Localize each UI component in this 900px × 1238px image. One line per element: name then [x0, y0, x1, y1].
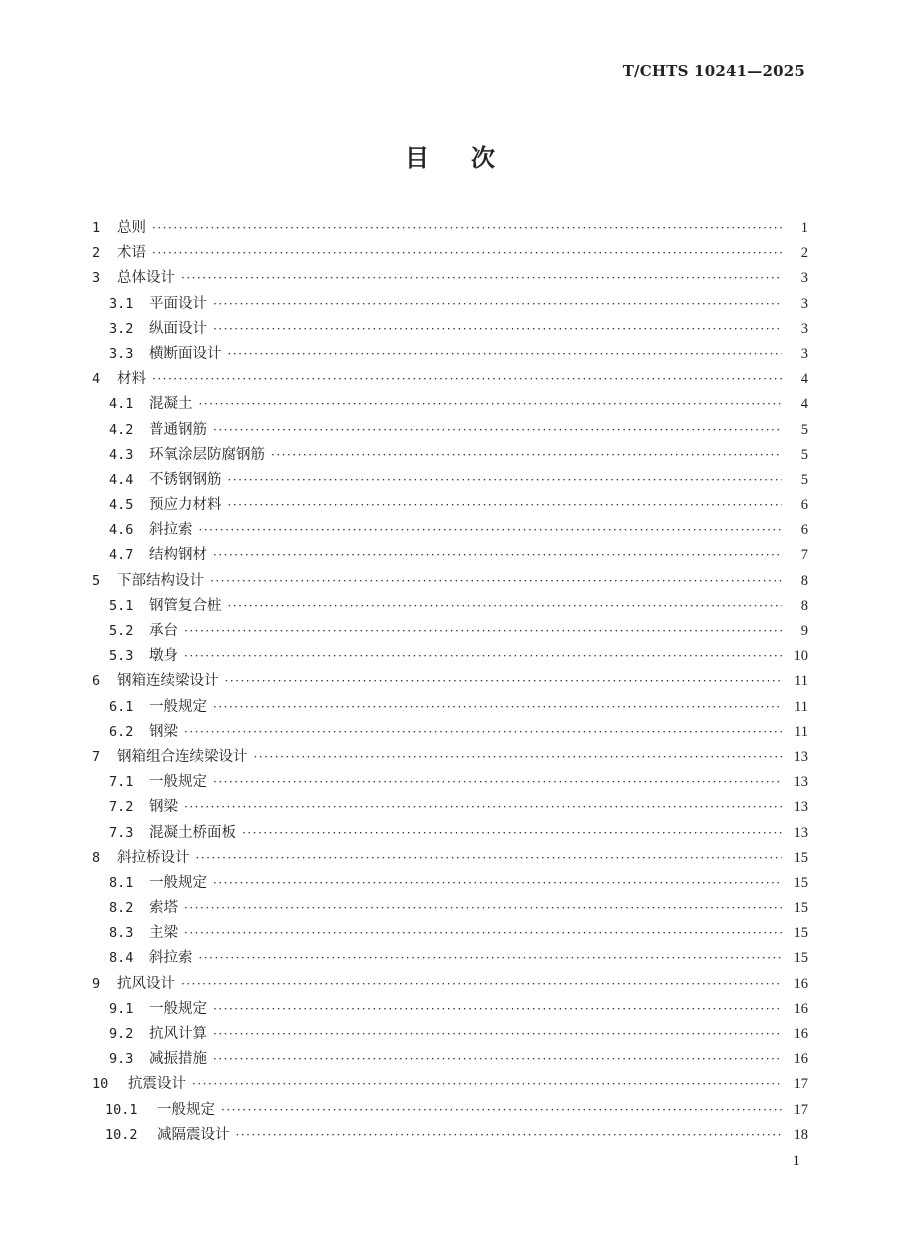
toc-entry-page: 18 — [793, 1126, 808, 1143]
toc-entry-label: 一般规定 — [149, 774, 207, 791]
toc-entry-label: 斜拉索 — [149, 522, 193, 539]
toc-entry-number: 7.2 — [109, 799, 134, 816]
toc-entry[interactable] — [92, 1123, 808, 1148]
toc-entry-page: 16 — [793, 1000, 808, 1017]
toc-dot-leader — [213, 317, 782, 342]
toc-entry-label: 平面设计 — [149, 295, 207, 312]
toc-entry-page: 17 — [793, 1076, 808, 1093]
toc-entry-label: 承台 — [149, 623, 178, 639]
toc-entry-label: 下部结构设计 — [117, 572, 204, 589]
toc-entry[interactable] — [92, 1072, 808, 1097]
toc-entry-label: 索塔 — [149, 900, 178, 917]
toc-dot-leader — [184, 795, 782, 820]
toc-entry-page: 11 — [794, 723, 808, 740]
toc-dot-leader — [213, 695, 782, 720]
toc-entry-page: 9 — [800, 623, 808, 639]
toc-dot-leader — [184, 921, 782, 946]
toc-dot-leader — [196, 846, 783, 871]
toc-dot-leader — [228, 468, 783, 493]
toc-dot-leader — [181, 266, 782, 291]
toc-entry-page: 15 — [793, 950, 808, 967]
toc-entry[interactable] — [92, 216, 808, 241]
toc-entry-number: 6 — [92, 673, 101, 690]
toc-entry-number: 5 — [92, 572, 101, 589]
toc-entry[interactable] — [92, 896, 808, 921]
toc-entry-page: 3 — [800, 295, 808, 312]
toc-entry[interactable] — [92, 493, 808, 518]
toc-entry[interactable] — [92, 619, 808, 644]
toc-entry[interactable] — [92, 695, 808, 720]
toc-entry-page: 1 — [800, 220, 808, 236]
toc-entry-label: 材料 — [117, 371, 146, 388]
toc-entry[interactable] — [92, 921, 808, 946]
toc-entry-label: 钢管复合桩 — [149, 597, 222, 614]
toc-entry-number: 7 — [92, 748, 101, 765]
toc-entry-page: 13 — [793, 748, 808, 765]
toc-entry-label: 一般规定 — [149, 874, 207, 891]
toc-dot-leader — [152, 367, 782, 392]
toc-entry-number: 9.2 — [109, 1026, 134, 1042]
toc-entry[interactable] — [92, 669, 808, 694]
toc-entry[interactable] — [92, 241, 808, 266]
toc-entry-page: 8 — [800, 572, 808, 589]
toc-entry-number: 8.4 — [109, 950, 134, 967]
toc-entry-page: 4 — [800, 396, 808, 413]
toc-entry-label: 钢梁 — [149, 723, 178, 740]
toc-dot-leader — [152, 216, 782, 241]
toc-entry-label: 一般规定 — [149, 1000, 207, 1017]
toc-entry-label: 结构钢材 — [149, 547, 207, 564]
toc-dot-leader — [213, 543, 782, 568]
toc-entry-label: 墩身 — [149, 648, 178, 665]
toc-entry-page: 7 — [800, 547, 808, 564]
toc-entry-number: 1 — [92, 220, 101, 236]
toc-dot-leader — [184, 720, 782, 745]
toc-entry-page: 13 — [793, 824, 808, 841]
toc-entry-number: 5.2 — [109, 623, 134, 639]
toc-entry-number: 5.3 — [109, 648, 134, 665]
toc-entry-label: 术语 — [117, 245, 146, 262]
toc-entry[interactable] — [92, 543, 808, 568]
toc-entry[interactable] — [92, 720, 808, 745]
toc-entry-label: 抗风计算 — [149, 1026, 207, 1042]
toc-dot-leader — [228, 342, 783, 367]
toc-dot-leader — [213, 1047, 782, 1072]
toc-entry-label: 抗震设计 — [128, 1076, 186, 1093]
toc-entry-number: 10 — [92, 1076, 109, 1093]
page-title: 目次 — [405, 143, 537, 172]
toc-dot-leader — [184, 896, 782, 921]
toc-dot-leader — [213, 292, 782, 317]
toc-entry-page: 15 — [793, 874, 808, 891]
toc-entry-number: 3.1 — [109, 295, 134, 312]
toc-entry-label: 一般规定 — [157, 1101, 215, 1118]
toc-entry-label: 环氧涂层防腐钢筋 — [149, 446, 265, 463]
toc-entry-label: 斜拉索 — [149, 950, 193, 967]
toc-dot-leader — [192, 1072, 782, 1097]
toc-entry-page: 13 — [793, 799, 808, 816]
toc-entry-page: 4 — [800, 371, 808, 388]
toc-entry-page: 5 — [800, 446, 808, 463]
toc-entry-page: 5 — [800, 421, 808, 438]
toc-entry-page: 6 — [800, 497, 808, 514]
toc-entry-number: 8.3 — [109, 925, 134, 942]
toc-entry-label: 纵面设计 — [149, 320, 207, 337]
toc-dot-leader — [199, 392, 783, 417]
toc-entry[interactable] — [92, 317, 808, 342]
toc-entry-number: 9 — [92, 975, 101, 992]
toc-entry-page: 6 — [800, 522, 808, 539]
toc-entry-label: 一般规定 — [149, 698, 207, 715]
toc-entry-label: 混凝土桥面板 — [149, 824, 236, 841]
toc-entry-page: 2 — [800, 245, 808, 262]
toc-dot-leader — [221, 1098, 782, 1123]
toc-entry-page: 16 — [793, 1051, 808, 1068]
toc-entry-label: 减振措施 — [149, 1051, 207, 1068]
toc-entry-label: 斜拉桥设计 — [117, 849, 190, 866]
toc-entry-number: 10.2 — [105, 1126, 138, 1143]
toc-dot-leader — [225, 669, 783, 694]
toc-entry[interactable] — [92, 1022, 808, 1047]
toc-entry-number: 4.4 — [109, 471, 134, 488]
toc-entry-number: 9.1 — [109, 1000, 134, 1017]
toc-entry[interactable] — [92, 443, 808, 468]
toc-entry[interactable] — [92, 518, 808, 543]
table-of-contents — [92, 216, 808, 1148]
toc-dot-leader — [184, 619, 782, 644]
toc-entry-number: 3.2 — [109, 320, 134, 337]
toc-dot-leader — [228, 594, 783, 619]
toc-entry[interactable] — [92, 846, 808, 871]
toc-entry-number: 9.3 — [109, 1051, 134, 1068]
toc-entry-label: 总体设计 — [117, 270, 175, 287]
toc-entry-label: 钢梁 — [149, 799, 178, 816]
toc-entry-number: 8 — [92, 849, 101, 866]
toc-entry-number: 4.3 — [109, 446, 134, 463]
toc-dot-leader — [213, 871, 782, 896]
toc-entry[interactable] — [92, 745, 808, 770]
toc-dot-leader — [213, 770, 782, 795]
toc-entry[interactable] — [92, 594, 808, 619]
toc-entry-page: 11 — [794, 698, 808, 715]
toc-entry-page: 11 — [794, 673, 808, 690]
toc-entry-number: 4.5 — [109, 497, 134, 514]
toc-entry-label: 减隔震设计 — [157, 1126, 230, 1143]
toc-dot-leader — [181, 972, 782, 997]
toc-dot-leader — [184, 644, 782, 669]
toc-entry[interactable] — [92, 266, 808, 291]
toc-entry-number: 8.2 — [109, 900, 134, 917]
toc-dot-leader — [242, 821, 782, 846]
toc-dot-leader — [213, 997, 782, 1022]
toc-entry-page: 15 — [793, 900, 808, 917]
toc-dot-leader — [271, 443, 782, 468]
toc-entry[interactable] — [92, 871, 808, 896]
toc-entry-label: 混凝土 — [149, 396, 193, 413]
toc-entry-label: 抗风设计 — [117, 975, 175, 992]
toc-dot-leader — [199, 518, 783, 543]
toc-entry-label: 不锈钢钢筋 — [149, 471, 222, 488]
toc-entry-number: 3.3 — [109, 345, 134, 362]
standard-code: T/CHTS 10241—2025 — [622, 62, 805, 80]
toc-dot-leader — [213, 1022, 782, 1047]
toc-entry-page: 3 — [800, 270, 808, 287]
toc-entry-number: 4.6 — [109, 522, 134, 539]
toc-entry-number: 10.1 — [105, 1101, 138, 1118]
toc-entry-number: 6.2 — [109, 723, 134, 740]
toc-entry[interactable] — [92, 997, 808, 1022]
toc-entry[interactable] — [92, 292, 808, 317]
toc-entry-label: 主梁 — [149, 925, 178, 942]
toc-entry-label: 普通钢筋 — [149, 421, 207, 438]
toc-dot-leader — [199, 946, 783, 971]
toc-dot-leader — [152, 241, 782, 266]
toc-entry-page: 15 — [793, 925, 808, 942]
toc-entry-label: 钢箱组合连续梁设计 — [117, 748, 248, 765]
toc-entry-number: 7.3 — [109, 824, 134, 841]
toc-entry-number: 4.2 — [109, 421, 134, 438]
toc-entry-number: 4 — [92, 371, 101, 388]
toc-entry-page: 16 — [793, 975, 808, 992]
toc-dot-leader — [228, 493, 783, 518]
toc-entry[interactable] — [92, 821, 808, 846]
toc-entry[interactable] — [92, 342, 808, 367]
toc-entry-number: 2 — [92, 245, 101, 262]
toc-entry-page: 3 — [800, 320, 808, 337]
toc-entry-number: 7.1 — [109, 774, 134, 791]
toc-entry-page: 3 — [800, 345, 808, 362]
toc-dot-leader — [210, 569, 782, 594]
toc-entry[interactable] — [92, 418, 808, 443]
toc-entry-page: 13 — [793, 774, 808, 791]
toc-entry[interactable] — [92, 946, 808, 971]
toc-entry-label: 钢箱连续梁设计 — [117, 673, 219, 690]
toc-entry-label: 横断面设计 — [149, 345, 222, 362]
toc-dot-leader — [213, 418, 782, 443]
toc-dot-leader — [254, 745, 783, 770]
toc-entry-number: 4.7 — [109, 547, 134, 564]
toc-entry[interactable] — [92, 468, 808, 493]
toc-entry[interactable] — [92, 1047, 808, 1072]
toc-entry-label: 总则 — [117, 220, 146, 236]
toc-entry-number: 5.1 — [109, 597, 134, 614]
toc-entry[interactable] — [92, 770, 808, 795]
toc-entry[interactable] — [92, 569, 808, 594]
toc-entry-page: 15 — [793, 849, 808, 866]
toc-entry-number: 4.1 — [109, 396, 134, 413]
toc-entry-page: 5 — [800, 471, 808, 488]
toc-entry-number: 6.1 — [109, 698, 134, 715]
toc-dot-leader — [236, 1123, 783, 1148]
page-number: 1 — [792, 1153, 800, 1169]
toc-entry-page: 16 — [793, 1026, 808, 1042]
toc-entry[interactable] — [92, 367, 808, 392]
toc-entry-page: 8 — [800, 597, 808, 614]
toc-entry[interactable] — [92, 644, 808, 669]
toc-entry[interactable] — [92, 392, 808, 417]
toc-entry[interactable] — [92, 972, 808, 997]
toc-entry-page: 17 — [793, 1101, 808, 1118]
toc-entry[interactable] — [92, 1098, 808, 1123]
toc-entry-number: 3 — [92, 270, 101, 287]
toc-entry[interactable] — [92, 795, 808, 820]
toc-entry-label: 预应力材料 — [149, 497, 222, 514]
toc-entry-number: 8.1 — [109, 874, 134, 891]
toc-entry-page: 10 — [793, 648, 808, 665]
